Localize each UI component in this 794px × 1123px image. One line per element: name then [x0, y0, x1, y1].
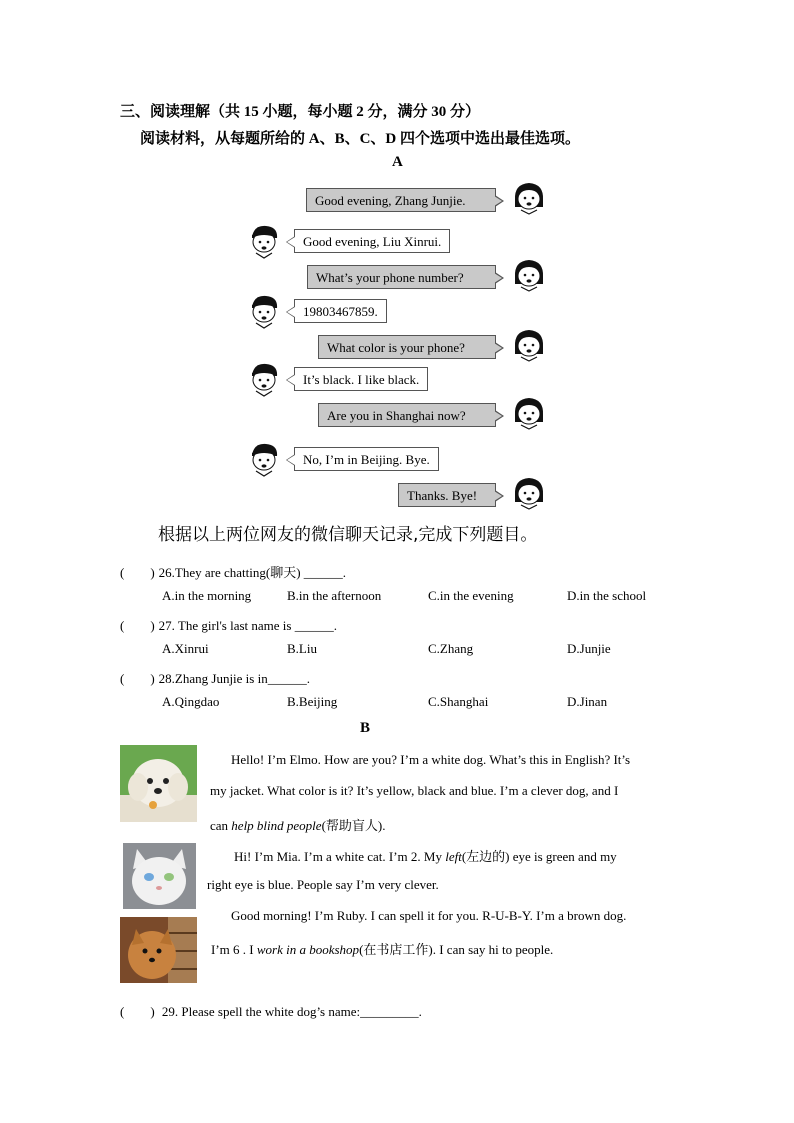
girl-avatar-icon [511, 327, 547, 363]
dog-line-1: Hello! I’m Elmo. How are you? I’m a white dog. What’s this in English? It’s [231, 752, 631, 767]
boy-avatar-icon [246, 441, 282, 477]
girl-message-bubble: What’s your phone number? [307, 265, 496, 289]
boy-message-bubble: 19803467859. [294, 299, 387, 323]
option-d[interactable]: D.Jinan [567, 694, 608, 709]
option-b[interactable]: B.in the afternoon [287, 588, 382, 603]
cat-line-2: right eye is blue. People say I’m very clever. [207, 877, 439, 892]
boy-message-bubble: No, I’m in Beijing. Bye. [294, 447, 439, 471]
option-d[interactable]: D.in the school [567, 588, 647, 603]
girl-avatar-icon [511, 395, 547, 431]
passage-a-label: A [392, 154, 403, 170]
girl-avatar-icon [511, 475, 547, 511]
instruction: 阅读材料，从每题所给的 A、B、C、D 四个选项中选出最佳选项。 [140, 131, 581, 147]
option-a[interactable]: A.Xinrui [162, 641, 209, 656]
option-d[interactable]: D.Junjie [567, 641, 611, 656]
girl-avatar-icon [511, 180, 547, 216]
option-c[interactable]: C.Shanghai [428, 694, 489, 709]
question-stem: 28.Zhang Junjie is in______. [158, 671, 310, 686]
boy-message-bubble: It’s black. I like black. [294, 367, 428, 391]
girl-avatar-icon [511, 257, 547, 293]
chat-instruction: 根据以上两位网友的微信聊天记录,完成下列题目。 [158, 525, 538, 545]
girl-message-bubble: What color is your phone? [318, 335, 496, 359]
boy-avatar-icon [246, 361, 282, 397]
question-27 [120, 615, 337, 634]
dog-line-3: can help blind people(帮助盲人). [210, 818, 386, 833]
question-stem: 27. The girl's last name is ______. [158, 618, 337, 633]
option-b[interactable]: B.Liu [287, 641, 317, 656]
answer-paren[interactable]: ( ) [120, 671, 155, 686]
cat-line-1: Hi! I’m Mia. I’m a white cat. I’m 2. My left(左边的) eye is green and my [234, 849, 617, 864]
dog-line-2: my jacket. What color is it? It’s yellow, black and blue. I’m a clever dog, and I [210, 783, 619, 798]
boy-avatar-icon [246, 293, 282, 329]
girl-message-bubble: Good evening, Zhang Junjie. [306, 188, 496, 212]
question-28 [120, 668, 310, 687]
brown-dog-line-2: I’m 6 . I work in a bookshop(在书店工作). I can say hi to people. [211, 942, 554, 957]
option-a[interactable]: A.Qingdao [162, 694, 220, 709]
answer-paren[interactable]: ( ) [120, 1004, 155, 1019]
boy-message-bubble: Good evening, Liu Xinrui. [294, 229, 450, 253]
girl-message-bubble: Thanks. Bye! [398, 483, 496, 507]
passage-b-label: B [360, 720, 371, 736]
option-b[interactable]: B.Beijing [287, 694, 338, 709]
brown-dog-line-1: Good morning! I’m Ruby. I can spell it for you. R-U-B-Y. I’m a brown dog. [231, 908, 627, 923]
question-26 [120, 562, 346, 581]
question-stem: 29. Please spell the white dog’s name:_________. [161, 1004, 422, 1019]
option-a[interactable]: A.in the morning [162, 588, 252, 603]
option-c[interactable]: C.Zhang [428, 641, 474, 656]
option-c[interactable]: C.in the evening [428, 588, 514, 603]
boy-avatar-icon [246, 223, 282, 259]
section-title: 三、阅读理解（共 15 小题，每小题 2 分，满分 30 分） [120, 104, 481, 120]
white-dog-photo [120, 745, 197, 822]
question-29 [120, 1001, 422, 1020]
brown-dog-photo [120, 917, 197, 983]
girl-message-bubble: Are you in Shanghai now? [318, 403, 496, 427]
white-cat-photo [123, 843, 196, 909]
answer-paren[interactable]: ( ) [120, 618, 155, 633]
answer-paren[interactable]: ( ) [120, 565, 155, 580]
question-stem: 26.They are chatting(聊天) ______. [158, 565, 347, 580]
